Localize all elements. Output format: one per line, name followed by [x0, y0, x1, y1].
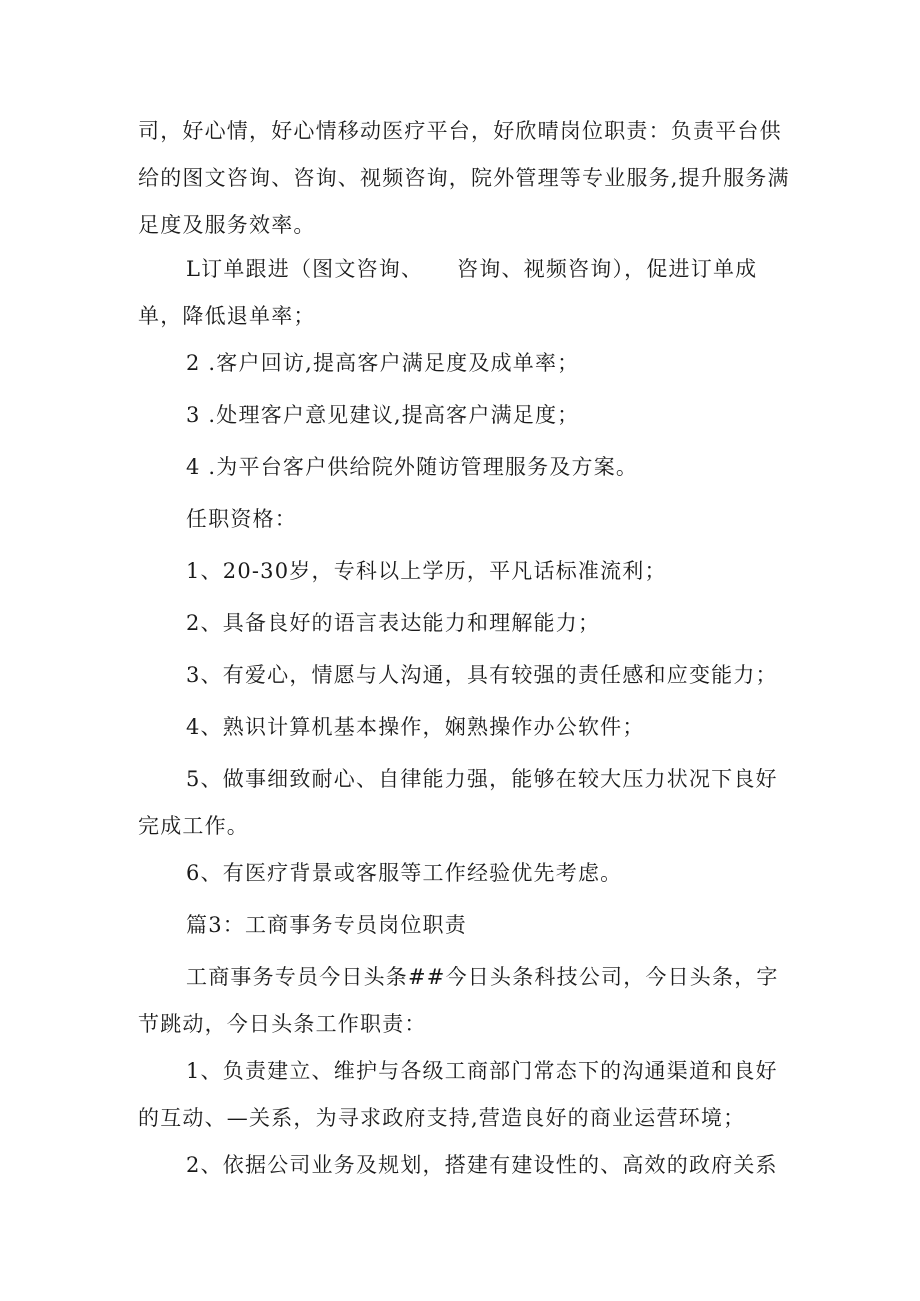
paragraph-resp-1: 1、负责建立、维护与各级工商部门常态下的沟通渠道和良好的互动、—关系，为寻求政府支持,营造良好的商业运营环境； [138, 1059, 778, 1130]
paragraph-qual-4: 4、熟识计算机基本操作，娴熟操作办公软件； [186, 715, 645, 739]
paragraph-qual-2: 2、具备良好的语言表达能力和理解能力； [186, 611, 601, 635]
paragraph-duty-4: 4 .为平台客户供给院外随访管理服务及方案。 [186, 455, 639, 479]
paragraph-company: 工商事务专员今日头条##今日头条科技公司，今日头条，字节跳动，今日头条工作职责： [138, 965, 779, 1036]
paragraph-qualifications-heading: 任职资格： [186, 507, 297, 531]
paragraph-duty-2: 2 .客户回访,提高客户满足度及成单率； [186, 351, 580, 375]
paragraph-duty-3: 3 .处理客户意见建议,提高客户满足度； [186, 403, 580, 427]
paragraph-intro: 司，好心情，好心情移动医疗平台，好欣晴岗位职责：负责平台供给的图文咨询、咨询、视频咨询，院外管理等专业服务,提升服务满足度及服务效率。 [138, 119, 790, 237]
paragraph-resp-2: 2、依据公司业务及规划，搭建有建设性的、高效的政府关系 [186, 1153, 778, 1177]
paragraph-qual-1: 1、20-30岁，专科以上学历，平凡话标准流利； [186, 559, 667, 583]
paragraph-duty-1: L订单跟进（图文咨询、 咨询、视频咨询），促进订单成单，降低退单率； [138, 257, 758, 328]
paragraph-qual-3: 3、有爱心，情愿与人沟通，具有较强的责任感和应变能力； [186, 663, 778, 687]
section-heading: 篇3：工商事务专员岗位职责 [186, 913, 467, 937]
paragraph-qual-5: 5、做事细致耐心、自律能力强，能够在较大压力状况下良好完成工作。 [138, 767, 778, 838]
paragraph-qual-6: 6、有医疗背景或客服等工作经验优先考虑。 [186, 861, 623, 885]
